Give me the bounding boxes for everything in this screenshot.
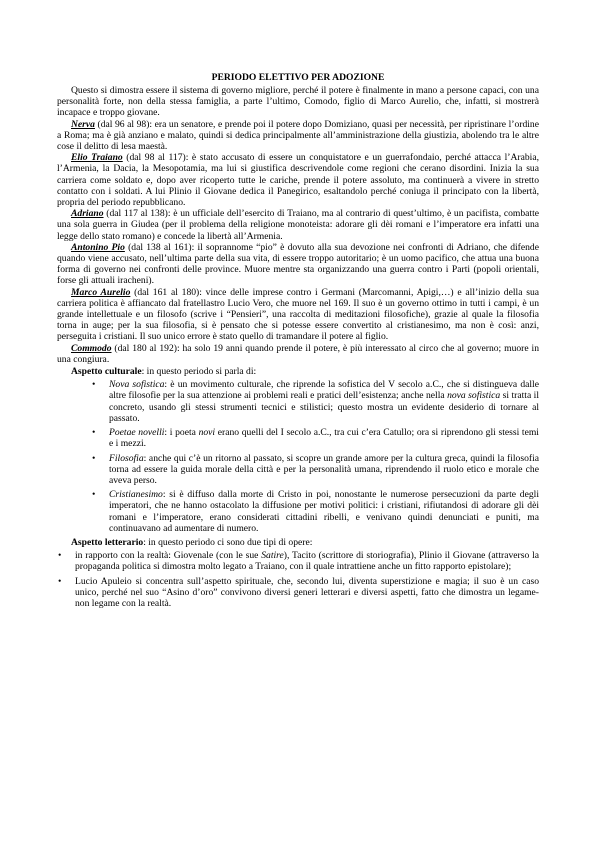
emperor-paragraph-marco-aurelio xyxy=(57,287,539,343)
item-text-2: erano quelli del I secolo a.C., tra cui c’era Catullo; ora si riprendono gli stessi temi e i mezzi. xyxy=(109,427,539,450)
item-term-2: novi xyxy=(198,427,216,439)
item-text: : anche qui c’è un ritorno al passato, si scopre un grande amore per la cultura greca, quindi la filosofia torna ad essere la guida morale della città e per la personalità umana, riprendendo il ruolo etico e morale che aveva perso. xyxy=(109,452,539,486)
literary-heading-label: Aspetto letterario xyxy=(71,536,144,548)
emperor-name: Antonino Pio xyxy=(71,241,125,253)
item-text-2: ), Tacito (scrittore di storiografia), Plinio il Giovane (attraverso la propaganda politica si dimostra molto legato a Traiano, con il quale intrattiene anche un fitto rapporto epistolare); xyxy=(75,550,539,573)
list-item xyxy=(92,489,539,534)
emperor-paragraph-traiano xyxy=(57,152,539,208)
emperor-name: Nerva xyxy=(71,118,95,130)
emperor-text: (dal 98 al 117): è stato accusato di essere un conquistatore e un guerrafondaio, perché attacca l’Arabia, l’Armenia, la Dacia, la Mesopotamia, ma lui si giustifica descrivendole come regioni che cerano disordini. Inizia la sua carriera come soldato e, dopo aver ricoperto tutte le cariche, prende il potere assoluto, ma continuerà a vivere in stretto contatto con i soldati. A lui Plinio il Giovane dedica il Panegirico, esaltandolo perché coniuga il principato con la libertà, propria del periodo repubblicano. xyxy=(57,152,539,209)
intro-paragraph: Questo si dimostra essere il sistema di governo migliore, perché il potere è finalmente in mano a persone capaci, con una personalità forte, non della stessa famiglia, a parte l’ultimo, Comodo, figlio di Marco Aurelio, che, infatti, si mostrerà incapace e troppo giovane. xyxy=(57,85,539,119)
cultural-heading-label: Aspetto culturale xyxy=(71,366,142,378)
emperor-paragraph-commodo xyxy=(57,343,539,365)
emperor-name: Commodo xyxy=(71,342,112,354)
literary-heading-rest: : in questo periodo ci sono due tipi di opere: xyxy=(143,536,313,548)
item-text: : è un movimento culturale, che riprende la sofistica del V secolo a.C., che si distingueva dalle altre filosofie per la sua attenzione ai problemi reali e pratici dell’esistenza; anche nella xyxy=(109,379,539,402)
item-text: : si è diffuso dalla morte di Cristo in poi, nonostante le numerose persecuzioni da parte degli imperatori, che ne hanno ostacolato la diffusione per motivi politici: i cristiani, rifiutandosi di adorare gli dèi romani e l’imperatore, erano considerati cittadini ribelli, e venivano quindi denunciati e puniti, ma continuavano ad aumentare di numero. xyxy=(109,489,539,534)
item-text: : i poeta xyxy=(164,427,199,439)
literary-list xyxy=(57,550,539,609)
bullet-icon: • xyxy=(92,427,96,439)
bullet-icon: • xyxy=(58,550,62,562)
item-text-2: si tratta il concreto, usando gli stessi strumenti tecnici e stilistici; questo mostra un evidente desiderio di tornare al passato. xyxy=(109,390,539,424)
emperor-name: Elio Traiano xyxy=(71,152,123,164)
emperor-text: (dal 161 al 180): vince delle imprese contro i Germani (Marcomanni, Apigi,…) e all’inizio della sua carriera politica è affiancato dal fratellastro Lucio Vero, che muore nel 169. Il suo è un governo ottimo in tutti i campi, è un grande intellettuale e un filosofo (scrive i “Pensieri”, una raccolta di meditazioni filosofiche), grazie al quale la filosofia torna in auge; per la sua filosofia, si è pensato che si potesse essere convertito al cristianesimo, ma non è così: anzi, perseguita i cristiani. Il suo unico errore è stato quello di tramandare il potere al figlio. xyxy=(57,286,539,343)
list-item xyxy=(92,427,539,450)
emperor-paragraph-antonino xyxy=(57,242,539,287)
emperor-paragraph-adriano xyxy=(57,208,539,242)
emperor-paragraph-nerva xyxy=(57,119,539,153)
cultural-list xyxy=(57,379,539,534)
item-term: Cristianesimo xyxy=(109,489,163,501)
list-item xyxy=(92,452,539,487)
item-text: in rapporto con la realtà: Giovenale (con le sue xyxy=(75,550,262,562)
item-term: Poetae novelli xyxy=(109,427,165,439)
emperor-name: Marco Aurelio xyxy=(71,286,131,298)
emperor-name: Adriano xyxy=(71,208,104,220)
emperor-text: (dal 180 al 192): ha solo 19 anni quando prende il potere, è più interessato al circo che al governo; muore in una congiura. xyxy=(57,342,539,365)
page-title: PERIODO ELETTIVO PER ADOZIONE xyxy=(211,72,385,83)
item-term: Nova sofistica xyxy=(109,379,165,391)
list-item xyxy=(58,550,539,573)
emperor-text: (dal 117 al 138): è un ufficiale dell’esercito di Traiano, ma al contrario di quest’ultimo, è un pacifista, combatte una sola guerra in Giudea (per il problema della religione monoteista: adorare gli dèi romani e l’imperatore era infatti una legge dello stato romano) e concede la libertà all’Armenia. xyxy=(57,208,539,242)
item-term: Satire xyxy=(261,550,284,562)
item-term: Filosofia xyxy=(109,452,144,464)
emperor-text: (dal 96 al 98): era un senatore, e prende poi il potere dopo Domiziano, quasi per necessità, per ripristinare l’ordine a Roma; ma è già anziano e malato, quindi si dedica principalmente all’amministrazione della giustizia, abolendo tra le altre cose il delitto di lesa maestà. xyxy=(57,118,539,153)
list-item xyxy=(92,379,539,424)
bullet-icon: • xyxy=(58,575,62,587)
bullet-icon: • xyxy=(92,489,96,501)
list-item xyxy=(58,575,539,610)
emperor-text: (dal 138 al 161): il soprannome “pio” è dovuto alla sua devozione nei confronti di Adriano, che difende quando viene accusato, nell’ultima parte della sua vita, di essere troppo autoritario; è un uomo pacifico, che attua una buona forma di governo nei confronti delle province. Muore mentre sta organizzando una guerra contro i Parti (popoli orientali, forse gli attuali iracheni). xyxy=(57,241,539,287)
item-term-2: nova sofistica xyxy=(447,390,501,402)
cultural-heading-rest: : in questo periodo si parla di: xyxy=(141,366,257,378)
literary-heading xyxy=(57,537,539,548)
item-text: Lucio Apuleio si concentra sull’aspetto spirituale, che, secondo lui, diventa superstizione e magia; il suo è un caso unico, perché nel suo “Asino d’oro” convivono diversi generi letterari e diversi aspetti, fatto che dimostra un legame-non legame con la realtà. xyxy=(75,575,539,609)
bullet-icon: • xyxy=(92,379,96,391)
bullet-icon: • xyxy=(92,452,96,464)
cultural-heading xyxy=(57,366,539,377)
